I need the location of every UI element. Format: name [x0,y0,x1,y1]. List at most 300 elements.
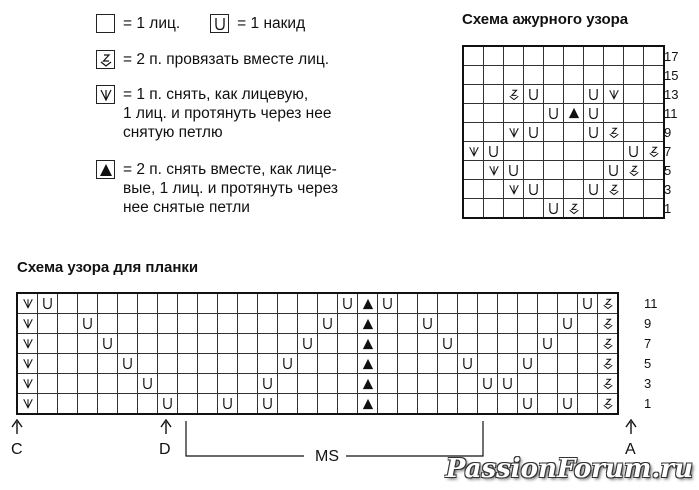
chart-row [17,293,618,314]
chart-cell [338,374,358,394]
chart-cell [98,314,118,334]
chart-row [17,394,618,415]
chart-cell [318,374,338,394]
yarn-over-icon [378,293,398,314]
chart-cell [498,314,518,334]
yarn-over-icon [318,314,338,334]
chart-cell [584,161,604,180]
chart-cell [624,123,644,142]
chart-cell [458,394,478,415]
chart-cell [198,334,218,354]
chart-cell [584,142,604,161]
marker-ms-label: MS [315,448,339,465]
chart-cell [498,334,518,354]
chart-cell [378,374,398,394]
yarn-over-icon [338,293,358,314]
yarn-over-icon [498,374,518,394]
legend-text-s2kp-1: = 2 п. снять вместе, как лице- [123,161,337,178]
chart-cell [458,374,478,394]
chart-cell [238,314,258,334]
yarn-over-icon [604,161,624,180]
k2tog-icon [598,293,619,314]
chart-cell [624,104,644,123]
yarn-over-icon [544,104,564,123]
chart-cell [463,104,484,123]
row-number-label: 9 [644,316,652,331]
row-number-label: 5 [644,356,652,371]
chart-cell [238,354,258,374]
k2tog-icon [604,123,624,142]
chart-cell [38,394,58,415]
chart-cell [138,314,158,334]
row-number-label: 3 [664,181,672,197]
s2kp-icon [358,354,378,374]
chart-cell [78,354,98,374]
edge-chart-grid [16,292,619,415]
chart-cell [578,374,598,394]
yarn-over-icon [584,104,604,123]
row-number-label: 7 [644,336,652,351]
chart-cell [58,334,78,354]
chart-cell [298,314,318,334]
chart-cell [78,394,98,415]
chart-cell [298,394,318,415]
chart-cell [564,161,584,180]
chart-row [463,180,664,199]
chart-cell [578,334,598,354]
chart-cell [298,293,318,314]
chart-cell [58,374,78,394]
chart-cell [578,314,598,334]
chart-cell [644,46,665,66]
chart-cell [644,161,665,180]
yarn-over-icon [258,394,278,415]
row-number-label: 11 [644,296,658,311]
chart-cell [398,293,418,314]
chart-cell [138,334,158,354]
chart-cell [178,394,198,415]
yarn-over-icon [458,354,478,374]
chart-cell [338,354,358,374]
row-number-label: 7 [664,143,672,159]
marker-c-label: C [11,441,23,458]
yarn-over-icon [138,374,158,394]
chart-cell [504,142,524,161]
chart-cell [604,142,624,161]
chart-cell [58,394,78,415]
chart-cell [398,374,418,394]
marker-d-label: D [159,441,171,458]
chart-cell [524,66,544,85]
chart-cell [178,354,198,374]
yarn-over-icon [524,123,544,142]
chart-cell [544,66,564,85]
skp-icon [17,314,38,334]
lace-chart-title: Схема ажурного узора [462,11,629,28]
chart-cell [218,374,238,394]
chart-cell [463,161,484,180]
s2kp-icon [358,334,378,354]
yarn-over-icon [584,85,604,104]
k2tog-icon [598,374,619,394]
chart-cell [178,374,198,394]
chart-cell [564,180,584,199]
chart-cell [418,354,438,374]
legend-text-skp-2: 1 лиц. и протянуть через нее [123,105,332,122]
chart-row [463,85,664,104]
row-number-label: 5 [664,162,672,178]
chart-cell [298,354,318,374]
chart-cell [398,314,418,334]
chart-cell [604,199,624,219]
chart-cell [78,293,98,314]
chart-cell [258,293,278,314]
chart-cell [484,180,504,199]
chart-cell [458,293,478,314]
chart-cell [38,314,58,334]
yarn-over-icon [478,374,498,394]
chart-cell [524,199,544,219]
chart-cell [478,394,498,415]
yarn-over-icon [38,293,58,314]
skp-icon [484,161,504,180]
chart-cell [238,394,258,415]
yarn-over-icon [418,314,438,334]
chart-cell [644,66,665,85]
chart-row [17,314,618,334]
marker-a-arrow-icon [626,420,636,434]
k2tog-icon [598,354,619,374]
yarn-over-icon [258,374,278,394]
chart-cell [338,394,358,415]
watermark: PassionForum.ru [445,454,693,484]
chart-cell [198,314,218,334]
chart-cell [318,354,338,374]
chart-cell [624,46,644,66]
chart-cell [604,104,624,123]
chart-cell [584,46,604,66]
yarn-over-icon [484,142,504,161]
skp-icon [17,374,38,394]
chart-cell [624,180,644,199]
chart-cell [484,199,504,219]
chart-cell [438,394,458,415]
chart-cell [458,314,478,334]
yarn-over-icon [158,394,178,415]
chart-cell [544,46,564,66]
chart-cell [438,293,458,314]
skp-icon [504,180,524,199]
legend-text-yo: = 1 накид [237,15,306,32]
chart-cell [218,354,238,374]
k2tog-icon [624,161,644,180]
chart-row [463,199,664,219]
lace-chart-grid [462,45,665,219]
row-number-label: 1 [664,200,672,216]
yarn-over-symbol-icon [210,14,229,33]
marker-c-arrow-icon [12,420,22,434]
chart-cell [338,334,358,354]
k2tog-icon [644,142,665,161]
chart-cell [98,394,118,415]
chart-cell [558,293,578,314]
chart-cell [378,394,398,415]
chart-cell [584,199,604,219]
yarn-over-icon [98,334,118,354]
chart-row [17,374,618,394]
chart-cell [498,293,518,314]
chart-cell [378,354,398,374]
chart-cell [278,334,298,354]
chart-cell [644,199,665,219]
chart-cell [644,180,665,199]
legend-row-s2kp [96,160,338,217]
chart-cell [458,334,478,354]
chart-cell [558,374,578,394]
yarn-over-icon [298,334,318,354]
chart-cell [524,161,544,180]
row-number-label: 9 [664,124,672,140]
k2tog-icon [598,334,619,354]
chart-cell [98,354,118,374]
chart-cell [564,142,584,161]
yarn-over-icon [544,199,564,219]
chart-cell [138,354,158,374]
chart-row [463,123,664,142]
chart-cell [578,394,598,415]
chart-cell [524,104,544,123]
chart-cell [524,142,544,161]
k2tog-icon [564,199,584,219]
chart-cell [158,374,178,394]
chart-cell [138,293,158,314]
yarn-over-icon [518,394,538,415]
chart-cell [118,394,138,415]
chart-cell [463,46,484,66]
chart-cell [198,293,218,314]
chart-cell [418,293,438,314]
row-number-label: 3 [644,376,652,391]
chart-cell [558,354,578,374]
chart-cell [238,334,258,354]
chart-cell [538,354,558,374]
chart-cell [318,293,338,314]
chart-cell [78,334,98,354]
chart-cell [178,293,198,314]
chart-cell [378,314,398,334]
chart-cell [564,85,584,104]
legend-row-skp [96,85,331,142]
chart-row [463,142,664,161]
chart-cell [463,123,484,142]
chart-cell [258,314,278,334]
chart-cell [518,334,538,354]
yarn-over-icon [438,334,458,354]
chart-cell [198,354,218,374]
chart-cell [438,374,458,394]
chart-cell [398,354,418,374]
skp-icon [604,85,624,104]
k2tog-icon [604,180,624,199]
chart-cell [498,354,518,374]
chart-cell [644,85,665,104]
edge-chart-title: Схема узора для планки [17,259,199,276]
chart-cell [504,104,524,123]
legend-row-k2tog [96,50,329,69]
chart-cell [238,293,258,314]
chart-row [463,46,664,66]
chart-cell [278,374,298,394]
chart-cell [198,374,218,394]
skp-icon [17,354,38,374]
chart-cell [258,334,278,354]
chart-cell [258,354,278,374]
yarn-over-icon [504,161,524,180]
skp-icon [17,334,38,354]
chart-cell [278,293,298,314]
chart-cell [138,394,158,415]
chart-row [463,161,664,180]
chart-cell [564,46,584,66]
chart-cell [178,334,198,354]
chart-cell [484,104,504,123]
chart-cell [538,374,558,394]
chart-cell [524,46,544,66]
chart-cell [278,314,298,334]
yarn-over-icon [78,314,98,334]
chart-cell [398,394,418,415]
k2tog-icon [598,314,619,334]
skp-icon [17,293,38,314]
chart-cell [564,66,584,85]
chart-cell [118,293,138,314]
chart-cell [478,293,498,314]
skp-icon [504,123,524,142]
row-number-label: 13 [664,86,679,102]
chart-cell [463,180,484,199]
legend-text-s2kp-2: вые, 1 лиц. и протянуть через [123,180,338,197]
yarn-over-icon [558,314,578,334]
chart-cell [644,123,665,142]
row-number-label: 15 [664,67,679,83]
chart-cell [118,314,138,334]
legend-text-s2kp-3: нее снятые петли [123,199,250,216]
legend-text-k2tog: = 2 п. провязать вместе лиц. [123,51,330,68]
chart-cell [438,314,458,334]
marker-d-arrow-icon [161,420,171,434]
yarn-over-icon [218,394,238,415]
chart-cell [463,199,484,219]
chart-cell [58,354,78,374]
yarn-over-icon [584,180,604,199]
chart-cell [198,394,218,415]
chart-cell [158,334,178,354]
chart-cell [484,66,504,85]
yarn-over-icon [584,123,604,142]
skp-icon [17,394,38,415]
row-number-label: 11 [664,105,678,121]
legend-text-skp-3: снятую петлю [123,124,223,141]
k2tog-icon [504,85,524,104]
yarn-over-icon [524,85,544,104]
chart-row [17,334,618,354]
chart-cell [578,354,598,374]
chart-cell [318,334,338,354]
chart-cell [624,85,644,104]
chart-row [463,104,664,123]
chart-cell [624,199,644,219]
chart-cell [98,293,118,314]
chart-cell [504,66,524,85]
chart-cell [418,394,438,415]
chart-cell [518,314,538,334]
chart-cell [484,123,504,142]
chart-cell [438,354,458,374]
marker-a-label: A [625,441,636,458]
chart-cell [218,314,238,334]
chart-cell [544,180,564,199]
yarn-over-icon [578,293,598,314]
chart-cell [278,394,298,415]
yarn-over-icon [624,142,644,161]
chart-cell [484,46,504,66]
legend-row-knit [96,14,305,33]
chart-cell [584,66,604,85]
chart-cell [218,334,238,354]
chart-cell [538,293,558,314]
row-number-label: 17 [664,48,679,64]
chart-cell [463,85,484,104]
s2kp-symbol-icon [96,160,115,179]
chart-cell [504,46,524,66]
chart-cell [644,104,665,123]
chart-cell [418,334,438,354]
chart-cell [118,334,138,354]
yarn-over-icon [558,394,578,415]
yarn-over-icon [278,354,298,374]
chart-cell [544,161,564,180]
k2tog-symbol-icon [96,50,115,69]
chart-cell [118,374,138,394]
chart-cell [78,374,98,394]
chart-cell [158,354,178,374]
chart-cell [98,374,118,394]
chart-row [463,66,664,85]
legend-text-knit: = 1 лиц. [123,15,181,32]
s2kp-icon [358,374,378,394]
chart-cell [318,394,338,415]
legend-text-skp-1: = 1 п. снять, как лицевую, [123,86,309,103]
chart-cell [604,46,624,66]
chart-cell [58,314,78,334]
chart-cell [338,314,358,334]
s2kp-icon [358,314,378,334]
chart-cell [418,374,438,394]
chart-cell [38,354,58,374]
knit-symbol-icon [96,14,115,33]
chart-cell [518,293,538,314]
chart-cell [178,314,198,334]
chart-cell [518,374,538,394]
skp-icon [463,142,484,161]
s2kp-icon [564,104,584,123]
chart-cell [158,293,178,314]
chart-cell [463,66,484,85]
s2kp-icon [358,394,378,415]
chart-cell [38,334,58,354]
chart-cell [498,394,518,415]
row-number-label: 1 [644,396,652,411]
